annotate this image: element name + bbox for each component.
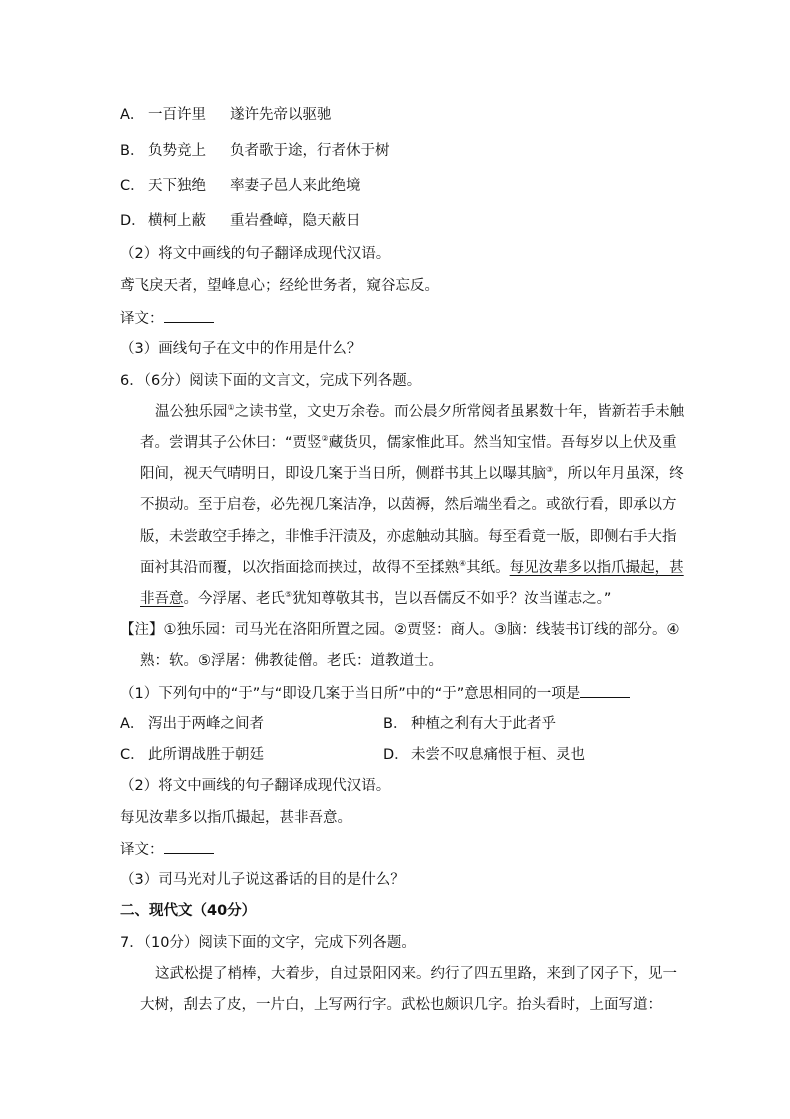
q5-option-b[interactable] (120, 141, 390, 161)
q7-passage-line1: 这武松提了梢棒，大着步，自过景阳冈来。约行了四五里路，来到了冈子下，见一 (155, 966, 677, 982)
passage-text: 不损动。至于启卷，必先视几案洁净，以茵褥，然后端坐看之。或欲行看，即承以方 (140, 497, 677, 513)
q6-1-prompt (120, 683, 630, 704)
q6-2-answer (120, 839, 214, 860)
q6-passage-line (140, 464, 684, 484)
q6-note-line1: 【注】①独乐园：司马光在洛阳所置之园。②贾竖：商人。③脑：线装书订线的部分。④ (120, 622, 680, 638)
q6-note-line2: 熟：软。⑤浮屠：佛教徒僧。老氏：道教道士。 (140, 653, 443, 669)
q6-passage-line (140, 589, 611, 609)
underlined-sentence: 非吾意 (140, 591, 184, 607)
passage-text: 温公独乐园 (155, 404, 228, 420)
q6-passage-line (140, 433, 677, 453)
option-term: 天下独绝 (148, 178, 206, 194)
option-sentence: 遂许先帝以驱驰 (230, 107, 332, 123)
q6-1-option-b[interactable]: B． 种植之利有大于此者乎 (383, 716, 556, 732)
q6-passage-line (140, 558, 684, 578)
q6-1-prompt-text: （1）下列句中的“于”与“即设几案于当日所”中的“于”意思相同的一项是 (120, 686, 581, 702)
q5-2-answer (120, 308, 214, 329)
underlined-sentence: 每见汝辈多以指爪撮起，甚 (509, 560, 684, 576)
option-sentence: 率妻子邑人来此绝境 (230, 178, 361, 194)
footnote-marker: ③ (546, 465, 554, 475)
footnote-marker: ① (227, 403, 235, 413)
passage-text: 版，未尝敢空手捧之，非惟手汗渍及，亦虑触动其脑。每至看竟一版，即侧右手大指 (140, 529, 677, 545)
q6-passage-line (140, 527, 677, 547)
q6-header: 6．（6分）阅读下面的文言文，完成下列各题。 (120, 373, 422, 389)
q6-2-answer-blank[interactable] (164, 839, 214, 854)
q5-2-sentence: 鸢飞戾天者，望峰息心；经纶世务者，窥谷忘反。 (120, 278, 439, 294)
q5-2-prompt: （2）将文中画线的句子翻译成现代汉语。 (120, 246, 391, 262)
q5-option-c[interactable] (120, 176, 361, 196)
option-term: 横柯上蔽 (148, 213, 206, 229)
q6-1-option-a[interactable]: A． 泻出于两峰之间者 (120, 716, 264, 732)
q6-passage-line (140, 495, 677, 515)
option-letter: D． (120, 213, 146, 229)
q7-passage-line2: 大树，刮去了皮，一片白，上写两行字。武松也颇识几字。抬头看时，上面写道： (140, 997, 662, 1013)
passage-text: ，所以年月虽深，终 (553, 466, 684, 482)
q5-option-d[interactable] (120, 211, 361, 231)
q6-1-option-c[interactable]: C． 此所谓战胜于朝廷 (120, 747, 264, 763)
passage-text: 阳间，视天气晴明日，即设几案于当日所，侧群书其上以曝其脑 (140, 466, 546, 482)
q5-3-prompt: （3）画线句子在文中的作用是什么？ (120, 341, 362, 357)
q6-passage-line (155, 402, 684, 422)
footnote-marker: ④ (459, 559, 467, 569)
option-sentence: 负者歌于途，行者休于树 (230, 143, 390, 159)
q5-option-a[interactable] (120, 105, 332, 125)
q6-1-answer-blank[interactable] (580, 683, 630, 698)
footnote-marker: ⑤ (285, 590, 293, 600)
passage-text: 其纸。 (466, 560, 510, 576)
q7-header: 7．（10分）阅读下面的文字，完成下列各题。 (120, 935, 416, 951)
q6-3-prompt: （3）司马光对儿子说这番话的目的是什么？ (120, 872, 405, 888)
section-heading: 二、现代文（40分） (120, 903, 257, 919)
option-letter: A． (120, 107, 145, 123)
passage-text: 犹知尊敬其书，岂以吾儒反不如乎？汝当谨志之。” (292, 591, 612, 607)
passage-text: 。今浮屠、老氏 (183, 591, 285, 607)
q6-2-sentence: 每见汝辈多以指爪撮起，甚非吾意。 (120, 810, 352, 826)
option-sentence: 重岩叠嶂，隐天蔽日 (230, 213, 361, 229)
q6-1-option-d[interactable]: D． 未尝不叹息痛恨于桓、灵也 (383, 747, 585, 763)
q5-2-answer-blank[interactable] (164, 308, 214, 323)
passage-text: 藏货贝，儒家惟此耳。然当知宝惜。吾每岁以上伏及重 (328, 435, 677, 451)
q6-2-answer-label: 译文： (120, 842, 164, 858)
q6-2-prompt: （2）将文中画线的句子翻译成现代汉语。 (120, 778, 391, 794)
q5-2-answer-label: 译文： (120, 311, 164, 327)
option-term: 一百许里 (148, 107, 206, 123)
option-term: 负势竞上 (148, 143, 206, 159)
passage-text: 者。尝谓其子公休曰：“贾竖 (140, 435, 322, 451)
option-letter: B． (120, 143, 145, 159)
passage-text: 之读书堂，文史万余卷。而公晨夕所常阅者虽累数十年，皆新若手未触 (234, 404, 685, 420)
footnote-marker: ② (321, 434, 329, 444)
option-letter: C． (120, 178, 145, 194)
passage-text: 面衬其沿而覆，以次指面捻而挟过，故得不至揉熟 (140, 560, 459, 576)
